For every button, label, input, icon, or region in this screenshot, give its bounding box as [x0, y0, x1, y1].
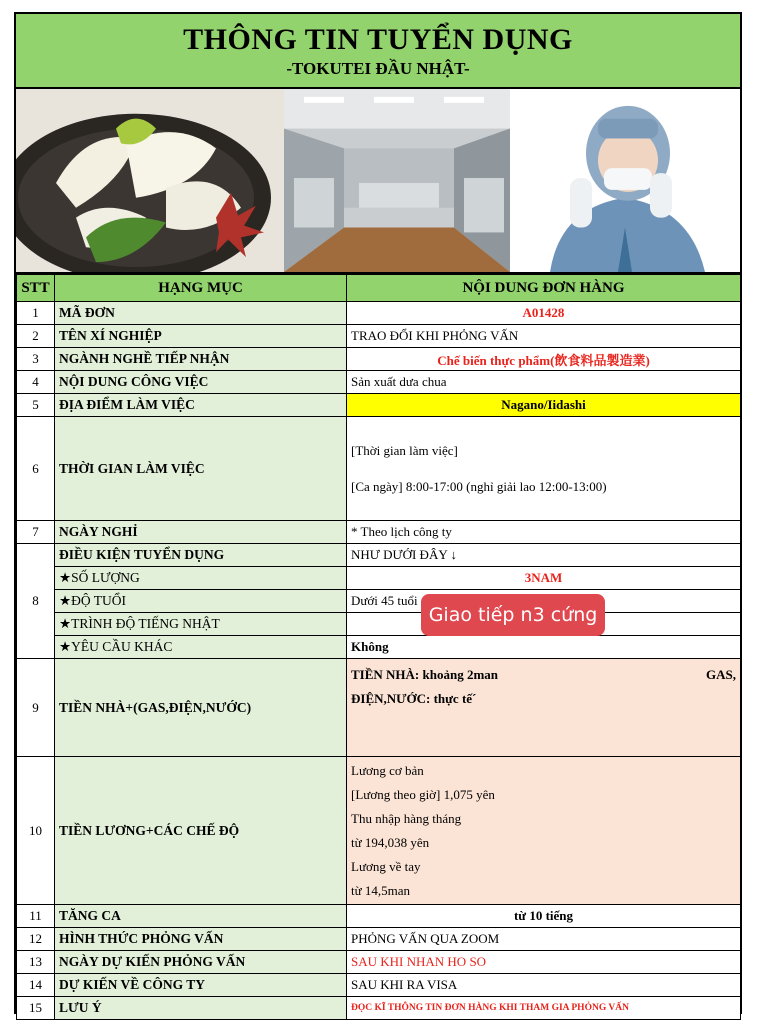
- row-label: NGÀNH NGHỀ TIẾP NHẬN: [55, 348, 347, 371]
- salary-line: Lương cơ bản: [351, 762, 424, 778]
- other-requirements-value: Không: [347, 636, 741, 659]
- photo-strip: [16, 89, 740, 274]
- row-number: 8: [17, 544, 55, 659]
- other-requirements-label: ★YÊU CẦU KHÁC: [55, 636, 347, 659]
- kitchen-photo: [284, 89, 510, 272]
- page-subtitle: -TOKUTEI ĐẦU NHẬT-: [286, 59, 470, 78]
- row-label: HÌNH THỨC PHỎNG VẤN: [55, 928, 347, 951]
- row-number: 15: [17, 997, 55, 1020]
- row-label: TIỀN LƯƠNG+CÁC CHẾ ĐỘ: [55, 757, 347, 905]
- table-row: [17, 951, 741, 974]
- table-header-row: [17, 275, 741, 302]
- row-number: 10: [17, 757, 55, 905]
- col-content-header: NỘI DUNG ĐƠN HÀNG: [347, 275, 741, 302]
- working-hours: [347, 417, 741, 521]
- row-label: NGÀY DỰ KIẾN PHỎNG VẤN: [55, 951, 347, 974]
- interview-date: SAU KHI NHAN HO SO: [347, 951, 741, 974]
- header: [16, 14, 740, 89]
- job-info-table: [16, 274, 741, 1020]
- table-row: [17, 905, 741, 928]
- salary-line: từ 194,038 yên: [351, 834, 430, 850]
- row-number: 5: [17, 394, 55, 417]
- row-label: NGÀY NGHỈ: [55, 521, 347, 544]
- work-location: Nagano/Iidashi: [347, 394, 741, 417]
- row-label: TĂNG CA: [55, 905, 347, 928]
- housing-utilities: ĐIỆN,NƯỚC: thực tế´: [351, 691, 477, 706]
- row-label: MÃ ĐƠN: [55, 302, 347, 325]
- salary-line: từ 14,5man: [351, 882, 411, 898]
- table-row: [17, 417, 741, 521]
- row-label: ĐIỀU KIỆN TUYỂN DỤNG: [55, 544, 347, 567]
- salary-line: [Lương theo giờ] 1,075 yên: [351, 786, 495, 802]
- col-item-header: HẠNG MỤC: [55, 275, 347, 302]
- row-number: 12: [17, 928, 55, 951]
- row-number: 2: [17, 325, 55, 348]
- table-row: [17, 567, 741, 590]
- housing-rent: TIỀN NHÀ: khoảng 2man: [351, 667, 499, 682]
- order-code: A01428: [347, 302, 741, 325]
- table-row: [17, 544, 741, 567]
- recruitment-sheet: [14, 12, 742, 1014]
- housing-gas: GAS,: [706, 667, 736, 682]
- days-off: * Theo lịch công ty: [347, 521, 741, 544]
- table-row: [17, 928, 741, 951]
- row-number: 11: [17, 905, 55, 928]
- table-row: [17, 325, 741, 348]
- age-label: ★ĐỘ TUỔI: [55, 590, 347, 613]
- table-row: [17, 757, 741, 905]
- table-row: [17, 613, 741, 636]
- overtime-value: từ 10 tiếng: [347, 905, 741, 928]
- table-row: [17, 590, 741, 613]
- table-row: [17, 394, 741, 417]
- salary-line: Lương về tay: [351, 858, 421, 874]
- quantity-label: ★SỐ LƯỢNG: [55, 567, 347, 590]
- row-label: THỜI GIAN LÀM VIỆC: [55, 417, 347, 521]
- table-row: [17, 348, 741, 371]
- table-row: [17, 302, 741, 325]
- pickled-radish-photo: [16, 89, 284, 272]
- working-hours-title: [Thời gian làm việc]: [351, 442, 458, 458]
- company-name: TRAO ĐỔI KHI PHỎNG VẤN: [347, 325, 741, 348]
- industry-value: Chế biến thực phẩm(飲食料品製造業): [347, 348, 741, 371]
- note-value: ĐỌC KĨ THÔNG TIN ĐƠN HÀNG KHI THAM GIA PHỎNG VẤN: [347, 997, 741, 1020]
- table-row: [17, 997, 741, 1020]
- housing-cost: [347, 659, 741, 757]
- row-number: 9: [17, 659, 55, 757]
- row-number: 7: [17, 521, 55, 544]
- annotation-sticker: Giao tiếp n3 cứng: [421, 594, 605, 636]
- table-row: [17, 636, 741, 659]
- company-arrival: SAU KHI RA VISA: [347, 974, 741, 997]
- row-number: 1: [17, 302, 55, 325]
- table-row: [17, 521, 741, 544]
- row-number: 4: [17, 371, 55, 394]
- table-row: [17, 974, 741, 997]
- row-label: ĐỊA ĐIỂM LÀM VIỆC: [55, 394, 347, 417]
- interview-format: PHỎNG VẤN QUA ZOOM: [347, 928, 741, 951]
- age-value: Dưới 45 tuổi: [347, 590, 741, 613]
- salary-line: Thu nhập hàng tháng: [351, 810, 462, 826]
- japanese-level-label: ★TRÌNH ĐỘ TIẾNG NHẬT: [55, 613, 347, 636]
- row-number: 6: [17, 417, 55, 521]
- page-title: THÔNG TIN TUYỂN DỤNG: [183, 23, 573, 56]
- job-description: Sản xuất dưa chua: [347, 371, 741, 394]
- table-row: [17, 371, 741, 394]
- table-row: [17, 659, 741, 757]
- quantity-value: 3NAM: [347, 567, 741, 590]
- row-label: TÊN XÍ NGHIỆP: [55, 325, 347, 348]
- row-number: 13: [17, 951, 55, 974]
- row-number: 3: [17, 348, 55, 371]
- row-label: LƯU Ý: [55, 997, 347, 1020]
- recruitment-conditions: NHƯ DƯỚI ĐÂY ↓: [347, 544, 741, 567]
- salary-details: [347, 757, 741, 905]
- col-stt-header: STT: [17, 275, 55, 302]
- row-number: 14: [17, 974, 55, 997]
- row-label: DỰ KIẾN VỀ CÔNG TY: [55, 974, 347, 997]
- food-worker-photo: [510, 89, 740, 272]
- working-hours-shift: [Ca ngày] 8:00-17:00 (nghỉ giải lao 12:00-13:00): [351, 478, 607, 494]
- row-label: NỘI DUNG CÔNG VIỆC: [55, 371, 347, 394]
- row-label: TIỀN NHÀ+(GAS,ĐIỆN,NƯỚC): [55, 659, 347, 757]
